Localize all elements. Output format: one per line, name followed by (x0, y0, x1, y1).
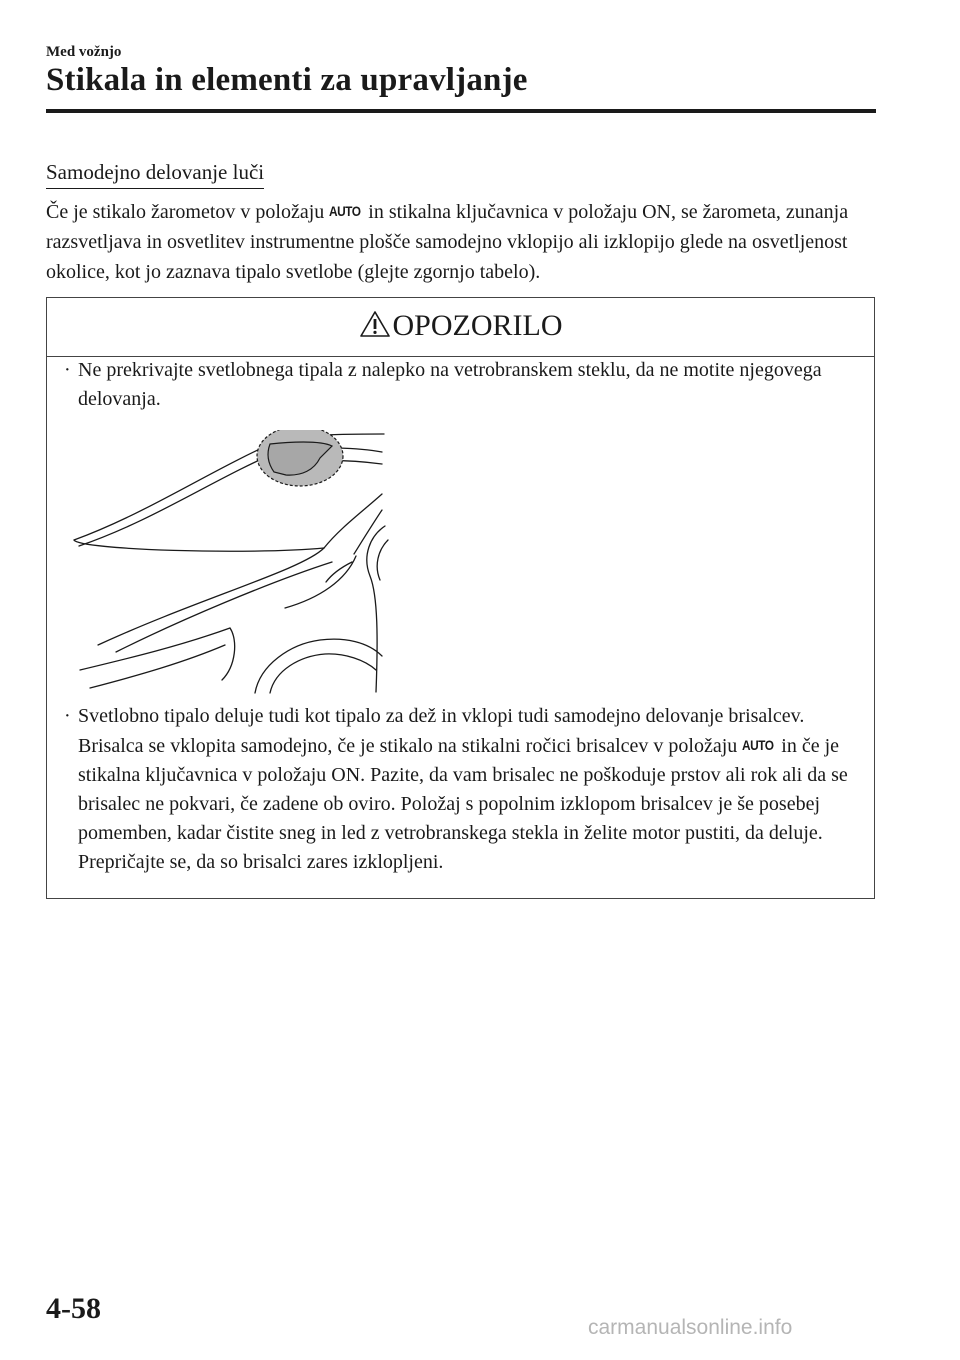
windshield-light-sensor-illustration (70, 430, 400, 695)
auto-position-icon: AUTO (329, 203, 361, 219)
page-number: 4-58 (46, 1292, 101, 1325)
warning-item (58, 702, 848, 877)
auto-position-icon: AUTO (742, 737, 774, 753)
intro-text-start: Če je stikalo žarometov v položaju (46, 201, 330, 223)
warning-title-text: OPOZORILO (392, 309, 563, 342)
bullet-dot: · (64, 705, 71, 727)
subheading: Samodejno delovanje luči (46, 160, 264, 189)
warning-header (47, 298, 874, 357)
intro-paragraph (46, 196, 882, 287)
section-kicker: Med vožnjo (46, 44, 122, 60)
intro-text-end: in stikalna ključavnica v položaju ON, se žarometa, zunanja razsvetljava in osvetlitev instrumentne plošče samodejno vklopijo ali izklopijo glede na osvetljenost okolice, kot jo zaznava tipalo svetlobe (glejte zgornjo tabelo). (46, 201, 849, 283)
warning-item-text-start: Svetlobno tipalo deluje tudi kot tipalo za dež in vklopi tudi samodejno delovanje brisalcev. Brisalca se vklopita samodejno, če je stikalo na stikalni ročici brisalcev v položaju (78, 705, 805, 757)
page-title: Stikala in elementi za upravljanje (46, 62, 528, 98)
watermark: carmanualsonline.info (588, 1316, 793, 1339)
bullet-dot: · (64, 359, 71, 381)
warning-item (58, 356, 848, 414)
warning-triangle-icon (359, 310, 391, 338)
title-rule (46, 109, 876, 113)
warning-title (47, 309, 874, 343)
warning-item-text: Ne prekrivajte svetlobnega tipala z nalepko na vetrobranskem steklu, da ne motite njegovega delovanja. (78, 359, 822, 410)
warning-item-text-end: in če je stikalna ključavnica v položaju ON. Pazite, da vam brisalec ne poškoduje prstov ali rok ali da se brisalec ne pokvari, če zadene ob oviro. Položaj s popolnim izklopom brisalcev je še posebej pomemben, kadar čistite sneg in led z vetrobranskega stekla in želite motor pustiti, da deluje. Prepričajte se, da so brisalci zares izklopljeni. (78, 735, 848, 873)
